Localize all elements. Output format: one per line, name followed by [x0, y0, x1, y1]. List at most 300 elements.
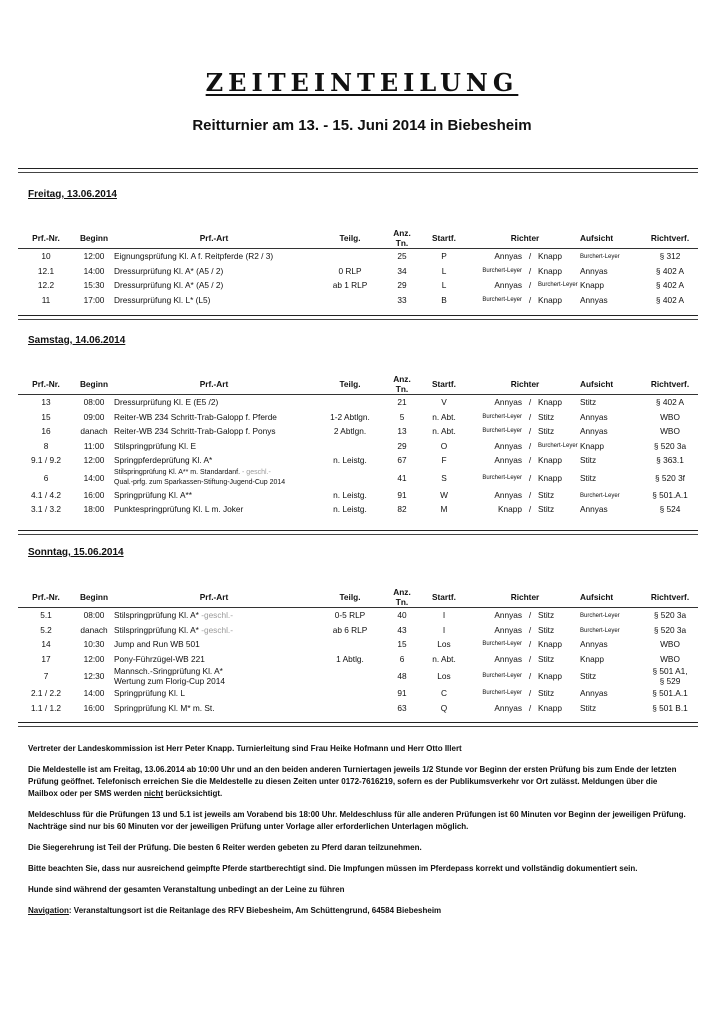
- cell-teilg: [314, 278, 386, 293]
- anz-tn: 6: [399, 653, 405, 664]
- cell-startf: [418, 410, 470, 425]
- friday-rule: [18, 315, 698, 316]
- cell-richtverf: [642, 686, 698, 701]
- column-header: Anz. Tn.: [386, 374, 418, 395]
- richter-separator: /: [528, 489, 532, 500]
- cell-aufsicht: [580, 686, 642, 701]
- anz-tn: 29: [397, 280, 407, 291]
- aufsicht: Annyas: [580, 411, 608, 422]
- startf: F: [441, 455, 447, 466]
- richter-b: Stitz: [538, 688, 555, 699]
- richter-a: Burchert-Leyer: [482, 296, 522, 303]
- cell-aufsicht: [580, 488, 642, 503]
- cell-anz: [386, 488, 418, 503]
- beginn: 10:30: [83, 639, 105, 650]
- cell-prf-art: [114, 424, 314, 439]
- column-header: Startf.: [418, 374, 470, 395]
- cell-richter: [470, 278, 580, 293]
- richter-a: Burchert-Leyer: [482, 428, 522, 435]
- table-row: [18, 410, 698, 425]
- richter-a: Burchert-Leyer: [482, 673, 522, 679]
- cell-beginn: [74, 686, 114, 701]
- richtverf: § 402 A: [655, 280, 685, 291]
- prf-art: Jump and Run WB 501: [114, 639, 200, 650]
- beginn: 09:00: [83, 411, 105, 422]
- beginn: 08:00: [83, 610, 105, 621]
- cell-prf-nr: [18, 410, 74, 425]
- richtverf: § 501.A.1: [652, 489, 688, 500]
- column-header: Richter: [470, 587, 580, 608]
- cell-teilg: [314, 608, 386, 623]
- beginn: 15:30: [83, 280, 105, 291]
- table-row: [18, 453, 698, 468]
- cell-anz: [386, 278, 418, 293]
- cell-startf: [418, 264, 470, 279]
- teilg: 0-5 RLP: [334, 610, 366, 621]
- cell-richter: [470, 488, 580, 503]
- richter-pair: [470, 688, 580, 698]
- richter-pair: [470, 455, 580, 465]
- cell-beginn: [74, 424, 114, 439]
- richter-b: Stitz: [538, 411, 555, 422]
- cell-anz: [386, 502, 418, 517]
- cell-beginn: [74, 701, 114, 716]
- anz-tn: 29: [397, 440, 407, 451]
- richter-a: Annyas: [494, 455, 522, 466]
- richter-a: Knapp: [498, 504, 522, 515]
- startf: S: [441, 472, 447, 483]
- note-meldeschluss: Meldeschluss für die Prüfungen 13 und 5.1 ist jeweils am Vorabend bis 18:00 Uhr. Meldeschluss für alle anderen Prüfungen ist 60 Minuten vor Beginn der jeweiligen Prüfung. Nachträge sind nur bis 60 Minuten vor der jeweiligen Prüfung unter Vorlage aller erforderlichen Unterlagen möglich.: [28, 810, 686, 831]
- table-row: [18, 424, 698, 439]
- cell-richtverf: [642, 608, 698, 623]
- cell-richter: [470, 652, 580, 667]
- beginn: 14:00: [83, 688, 105, 699]
- prf-art-line2: Wertung zum Florig-Cup 2014: [114, 676, 225, 686]
- prf-art: Stilspringprüfung Kl. A*: [114, 610, 199, 621]
- cell-anz: [386, 264, 418, 279]
- day-label-saturday: Samstag, 14.06.2014: [28, 335, 126, 346]
- schedule-table-friday: [18, 228, 698, 307]
- prf-art: Dressurprüfung Kl. A* (A5 / 2): [114, 265, 224, 276]
- prf-nr: 5.2: [40, 624, 52, 635]
- richtverf: § 501 A1,: [652, 666, 688, 676]
- richter-separator: /: [528, 265, 532, 276]
- table-row: [18, 439, 698, 454]
- richter-a: Annyas: [494, 489, 522, 500]
- cell-anz: [386, 293, 418, 308]
- prf-nr: 4.1 / 4.2: [31, 489, 61, 500]
- teilg: n. Leistg.: [333, 455, 367, 466]
- aufsicht: Burchert-Leyer: [580, 492, 620, 499]
- richtverf: § 520 3a: [653, 610, 687, 621]
- table-row: [18, 249, 698, 264]
- cell-startf: [418, 395, 470, 410]
- table-row: [18, 623, 698, 638]
- cell-aufsicht: [580, 637, 642, 652]
- cell-anz: [386, 701, 418, 716]
- column-header: Aufsicht: [580, 374, 642, 395]
- anz-tn: 63: [397, 702, 407, 713]
- column-header: Richtverf.: [642, 587, 698, 608]
- richter-a: Annyas: [494, 624, 522, 635]
- cell-anz: [386, 424, 418, 439]
- richter-separator: /: [528, 251, 532, 262]
- cell-teilg: [314, 637, 386, 652]
- cell-richter: [470, 453, 580, 468]
- beginn: 12:00: [83, 455, 105, 466]
- cell-beginn: [74, 410, 114, 425]
- startf: Q: [440, 702, 448, 713]
- startf: M: [440, 504, 448, 515]
- prf-art: Dressurprüfung Kl. L* (L5): [114, 294, 211, 305]
- cell-prf-nr: [18, 502, 74, 517]
- cell-anz: [386, 623, 418, 638]
- richtverf: WBO: [660, 653, 680, 664]
- richter-b: Knapp: [538, 472, 562, 483]
- startf: L: [441, 280, 447, 291]
- anz-tn: 67: [397, 455, 407, 466]
- prf-nr: 9.1 / 9.2: [31, 455, 61, 466]
- startf: I: [442, 624, 446, 635]
- cell-aufsicht: [580, 623, 642, 638]
- prf-art: Punktespringprüfung Kl. L m. Joker: [114, 504, 244, 515]
- cell-anz: [386, 652, 418, 667]
- teilg: 0 RLP: [338, 265, 362, 276]
- richter-separator: /: [528, 639, 532, 650]
- cell-prf-nr: [18, 666, 74, 686]
- day-label-sunday: Sonntag, 15.06.2014: [28, 547, 124, 558]
- cell-richtverf: [642, 502, 698, 517]
- cell-teilg: [314, 424, 386, 439]
- document-subtitle: Reitturnier am 13. - 15. Juni 2014 in Biebesheim: [192, 117, 532, 134]
- cell-richter: [470, 424, 580, 439]
- cell-prf-art: [114, 278, 314, 293]
- prf-nr: 1.1 / 1.2: [31, 702, 61, 713]
- cell-teilg: [314, 666, 386, 686]
- cell-prf-art: [114, 502, 314, 517]
- aufsicht: Stitz: [580, 671, 597, 681]
- richtverf: § 501 B.1: [652, 702, 688, 713]
- prf-art: Stilspringprüfung Kl. A*: [114, 624, 199, 635]
- cell-richtverf: [642, 264, 698, 279]
- cell-anz: [386, 637, 418, 652]
- startf: Los: [437, 639, 451, 650]
- cell-aufsicht: [580, 424, 642, 439]
- beginn: 12:00: [83, 653, 105, 664]
- column-header: Beginn: [74, 374, 114, 395]
- prf-art-line2: Qual.-prfg. zum Sparkassen-Stiftung-Jugend-Cup 2014: [114, 478, 286, 486]
- column-header: Beginn: [74, 228, 114, 249]
- richtverf: § 312: [659, 251, 681, 262]
- richter-b: Knapp: [538, 294, 562, 305]
- column-header: Prf.-Nr.: [18, 587, 74, 608]
- table-row: [18, 488, 698, 503]
- richter-separator: /: [528, 688, 532, 699]
- cell-aufsicht: [580, 701, 642, 716]
- prf-nr: 11: [41, 294, 51, 305]
- cell-richtverf: [642, 488, 698, 503]
- cell-aufsicht: [580, 395, 642, 410]
- richtverf: WBO: [660, 411, 680, 422]
- table-row: [18, 701, 698, 716]
- cell-richtverf: [642, 293, 698, 308]
- column-header: Startf.: [418, 587, 470, 608]
- cell-prf-nr: [18, 623, 74, 638]
- column-header: Prf.-Nr.: [18, 228, 74, 249]
- cell-teilg: [314, 623, 386, 638]
- richter-b: Stitz: [538, 653, 555, 664]
- prf-nr: 17: [41, 653, 51, 664]
- navigation-label: Navigation: [28, 906, 69, 915]
- prf-nr: 8: [43, 440, 49, 451]
- cell-teilg: [314, 488, 386, 503]
- prf-nr: 2.1 / 2.2: [31, 688, 61, 699]
- column-header: Teilg.: [314, 228, 386, 249]
- cell-startf: [418, 666, 470, 686]
- friday-rule-thin: [18, 319, 698, 320]
- cell-prf-nr: [18, 637, 74, 652]
- aufsicht: Stitz: [580, 472, 597, 483]
- column-header: Beginn: [74, 587, 114, 608]
- richtverf: WBO: [660, 639, 680, 650]
- note-navigation: [28, 905, 688, 917]
- aufsicht: Burchert-Leyer: [580, 254, 620, 261]
- anz-tn: 15: [397, 639, 407, 650]
- aufsicht: Annyas: [580, 688, 608, 699]
- cell-teilg: [314, 264, 386, 279]
- beginn: 18:00: [83, 504, 105, 515]
- cell-beginn: [74, 488, 114, 503]
- richtverf: § 524: [659, 504, 681, 515]
- cell-beginn: [74, 293, 114, 308]
- cell-anz: [386, 453, 418, 468]
- cell-anz: [386, 686, 418, 701]
- cell-beginn: [74, 264, 114, 279]
- cell-teilg: [314, 293, 386, 308]
- richter-b: Burchert-Leyer: [538, 282, 578, 289]
- cell-richter: [470, 623, 580, 638]
- cell-richter: [470, 264, 580, 279]
- cell-beginn: [74, 278, 114, 293]
- aufsicht: Annyas: [580, 504, 608, 515]
- note-meldestelle-end: berücksichtigt.: [163, 789, 223, 798]
- beginn: 08:00: [83, 397, 105, 408]
- aufsicht: Annyas: [580, 265, 608, 276]
- prf-nr: 16: [41, 426, 51, 437]
- cell-richtverf: [642, 278, 698, 293]
- anz-tn: 34: [397, 265, 407, 276]
- cell-startf: [418, 488, 470, 503]
- cell-prf-art: [114, 264, 314, 279]
- richter-a: Annyas: [494, 440, 522, 451]
- beginn: 16:00: [83, 702, 105, 713]
- prf-art: Stilspringprüfung Kl. E: [114, 440, 197, 451]
- cell-anz: [386, 439, 418, 454]
- richter-a: Burchert-Leyer: [482, 641, 522, 648]
- richter-separator: /: [528, 411, 532, 422]
- cell-startf: [418, 424, 470, 439]
- cell-prf-art: [114, 249, 314, 264]
- cell-prf-art: [114, 637, 314, 652]
- cell-beginn: [74, 608, 114, 623]
- table-row: [18, 502, 698, 517]
- richtverf: § 402 A: [655, 397, 685, 408]
- cell-prf-art: [114, 608, 314, 623]
- richter-b: Knapp: [538, 639, 562, 650]
- richter-separator: /: [528, 671, 532, 681]
- richter-a: Burchert-Leyer: [482, 267, 522, 274]
- aufsicht: Stitz: [580, 397, 597, 408]
- richter-separator: /: [528, 440, 532, 451]
- table-row: [18, 666, 698, 686]
- startf: n. Abt.: [432, 411, 456, 422]
- column-header: Richter: [470, 228, 580, 249]
- aufsicht: Annyas: [580, 639, 608, 650]
- column-header: Prf.-Nr.: [18, 374, 74, 395]
- cell-richtverf: [642, 666, 698, 686]
- cell-prf-nr: [18, 439, 74, 454]
- cell-startf: [418, 439, 470, 454]
- cell-beginn: [74, 468, 114, 488]
- richter-pair: [470, 610, 580, 620]
- table-row: [18, 686, 698, 701]
- note-meldestelle: [28, 764, 688, 800]
- teilg: 2 Abtlgn.: [333, 426, 367, 437]
- richter-pair: [470, 251, 580, 261]
- richter-pair: [470, 266, 580, 276]
- richter-a: Annyas: [494, 280, 522, 291]
- anz-tn: 33: [397, 294, 407, 305]
- richter-a: Annyas: [494, 653, 522, 664]
- top-rule: [18, 168, 698, 169]
- richter-separator: /: [528, 702, 532, 713]
- prf-art: Mannsch.-Sringprüfung Kl. A*: [114, 666, 223, 676]
- richter-b: Knapp: [538, 265, 562, 276]
- prf-art-note: -geschl.-: [201, 610, 234, 621]
- cell-prf-nr: [18, 249, 74, 264]
- cell-richtverf: [642, 439, 698, 454]
- richter-pair: [470, 412, 580, 422]
- richter-pair: [470, 504, 580, 514]
- cell-prf-nr: [18, 468, 74, 488]
- cell-startf: [418, 623, 470, 638]
- table-row: [18, 264, 698, 279]
- table-row: [18, 468, 698, 488]
- cell-prf-nr: [18, 424, 74, 439]
- cell-startf: [418, 652, 470, 667]
- richter-separator: /: [528, 504, 532, 515]
- cell-teilg: [314, 468, 386, 488]
- cell-richtverf: [642, 637, 698, 652]
- richter-pair: [470, 295, 580, 305]
- richter-b: Knapp: [538, 702, 562, 713]
- richter-b: Stitz: [538, 624, 555, 635]
- cell-prf-nr: [18, 686, 74, 701]
- richter-b: Knapp: [538, 251, 562, 262]
- prf-art: Pony-Führzügel-WB 221: [114, 653, 205, 664]
- column-header: Teilg.: [314, 587, 386, 608]
- anz-tn: 91: [397, 489, 407, 500]
- cell-richtverf: [642, 424, 698, 439]
- cell-prf-art: [114, 488, 314, 503]
- anz-tn: 41: [397, 472, 407, 483]
- cell-beginn: [74, 666, 114, 686]
- column-header: Prf.-Art: [114, 587, 314, 608]
- cell-startf: [418, 278, 470, 293]
- teilg: n. Leistg.: [333, 489, 367, 500]
- cell-richtverf: [642, 410, 698, 425]
- aufsicht: Burchert-Leyer: [580, 613, 620, 620]
- cell-startf: [418, 686, 470, 701]
- cell-richter: [470, 468, 580, 488]
- cell-startf: [418, 468, 470, 488]
- cell-richter: [470, 410, 580, 425]
- cell-teilg: [314, 410, 386, 425]
- cell-richtverf: [642, 453, 698, 468]
- teilg: ab 1 RLP: [332, 280, 368, 291]
- cell-richter: [470, 686, 580, 701]
- anz-tn: 82: [397, 504, 407, 515]
- cell-anz: [386, 608, 418, 623]
- startf: n. Abt.: [432, 426, 456, 437]
- column-header: Anz. Tn.: [386, 587, 418, 608]
- prf-art: Springpferdeprüfung Kl. A*: [114, 455, 213, 466]
- richter-pair: [470, 473, 580, 483]
- anz-tn: 25: [397, 251, 407, 262]
- column-header: Prf.-Art: [114, 374, 314, 395]
- schedule-table-sunday: [18, 587, 698, 715]
- top-rule-thin: [18, 172, 698, 173]
- cell-prf-art: [114, 410, 314, 425]
- beginn: danach: [80, 426, 108, 437]
- cell-prf-art: [114, 453, 314, 468]
- richter-b: Knapp: [538, 455, 562, 466]
- aufsicht: Burchert-Leyer: [580, 627, 620, 634]
- anz-tn: 43: [397, 624, 407, 635]
- richter-pair: [470, 280, 580, 290]
- cell-richter: [470, 637, 580, 652]
- note-impfung: Bitte beachten Sie, dass nur ausreichend geimpfte Pferde startberechtigt sind. Die Impfungen müssen im Pferdepass korrekt und vollständig dokumentiert sein.: [28, 864, 638, 873]
- richtverf: § 520 3a: [653, 624, 687, 635]
- prf-nr: 13: [41, 397, 51, 408]
- cell-richter: [470, 395, 580, 410]
- richter-separator: /: [528, 280, 532, 291]
- column-header: Richtverf.: [642, 228, 698, 249]
- richter-a: Annyas: [494, 251, 522, 262]
- cell-beginn: [74, 439, 114, 454]
- cell-teilg: [314, 439, 386, 454]
- beginn: 14:00: [83, 472, 105, 483]
- cell-richter: [470, 701, 580, 716]
- table-row: [18, 608, 698, 623]
- cell-anz: [386, 410, 418, 425]
- startf: n. Abt.: [432, 653, 456, 664]
- cell-richtverf: [642, 395, 698, 410]
- richter-separator: /: [528, 426, 532, 437]
- cell-beginn: [74, 502, 114, 517]
- richter-a: Annyas: [494, 397, 522, 408]
- prf-art: Springprüfung Kl. A**: [114, 489, 192, 500]
- cell-teilg: [314, 502, 386, 517]
- cell-teilg: [314, 686, 386, 701]
- anz-tn: 91: [397, 688, 407, 699]
- cell-startf: [418, 637, 470, 652]
- startf: W: [440, 489, 448, 500]
- note-hunde: Hunde sind während der gesamten Veranstaltung unbedingt an der Leine zu führen: [28, 885, 345, 894]
- beginn: 17:00: [83, 294, 105, 305]
- richter-pair: [470, 671, 580, 681]
- prf-nr: 15: [41, 411, 51, 422]
